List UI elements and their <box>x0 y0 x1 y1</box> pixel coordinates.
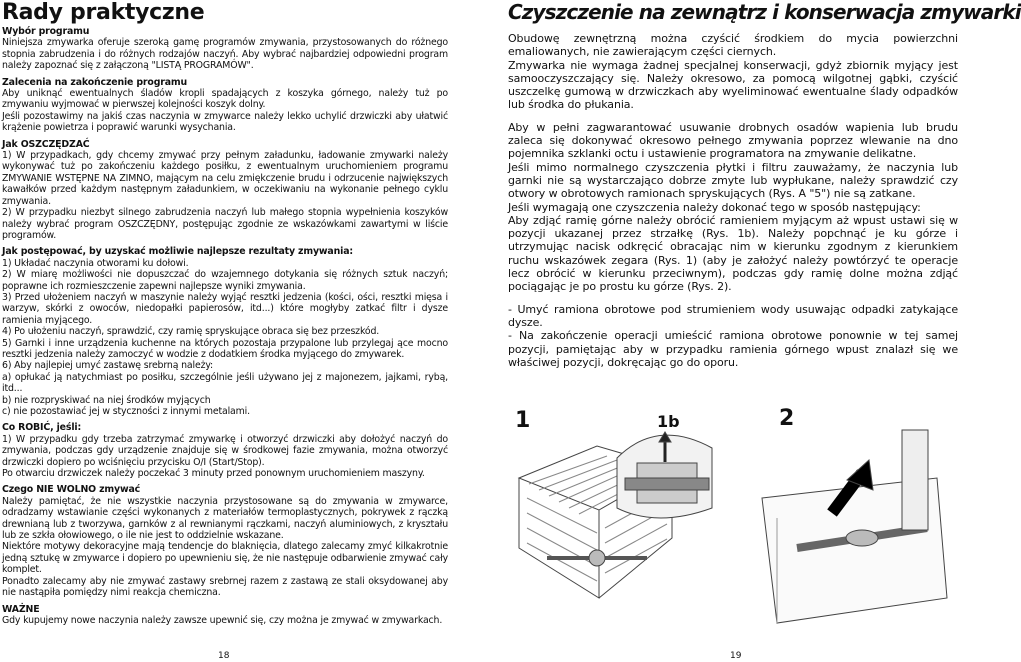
paragraph: 2) W miarę możliwości nie dopuszczać do wzajemnego dotykania się różnych sztuk naczyń; poprawne ich rozmieszczenie zapewni najlepsze wyniki zmywania. <box>2 269 448 292</box>
figure-1b-hub-detail <box>617 432 712 518</box>
section-heading: Zalecenia na zakończenie programu <box>2 76 188 88</box>
paragraph: Niektóre motywy dekoracyjne mają tendencje do blaknięcia, dlatego zalecamy zmyć kilkakrotnie jedną sztukę w zmywarce i dopiero po upewnieniu się, że nie następuje odbarwienie zmywać cały komplet. <box>2 541 448 576</box>
right-page <box>508 0 1021 369</box>
figure-panel <box>507 398 957 630</box>
paragraph: Jeśli wymagają one czyszczenia należy dokonać tego w sposób następujący: <box>508 200 921 214</box>
paragraph: - Na zakończenie operacji umieścić ramiona obrotowe ponownie w tej samej pozycji, pamiętając aby w przypadku ramienia górnego wpust znalazł się we właściwej pozycji, dokręcając go do oporu. <box>508 329 958 369</box>
paragraph: Aby uniknąć ewentualnych śladów kropli spadających z koszyka górnego, należy tuż po zmywaniu wyjmować w pierwszej kolejności koszyk dolny. <box>2 88 448 111</box>
section-heading: Jak OSZCZĘDZAĆ <box>2 138 90 150</box>
paragraph: a) opłukać ją natychmiast po posiłku, szczególnie jeśli używano jej z majonezem, jajkami, rybą, itd... <box>2 371 448 395</box>
paragraph: Należy pamiętać, że nie wszystkie naczynia przystosowane są do zmywania w zmywarce, odradzamy wstawianie części wykonanych z materiałów termoplastycznych, pokrywek z rączką drewnianą lub z tworzywa, garnków z al rewnianymi rączkami, naczyń aluminiowych, z kryształu lub ze szkła ołowiowego, o ile nie jest to oddzielnie wskazane. <box>2 495 448 542</box>
paragraph: 5) Garnki i inne urządzenia kuchenne na których pozostaja przypalone lub przylegaj ące mocno resztki jedzenia należy zamoczyć w wodzie z dodatkiem środka myjącego do zmywarek. <box>2 337 448 360</box>
section-heading: WAŻNE <box>2 603 40 615</box>
paragraph: Jeśli pozostawimy na jakiś czas naczynia w zmywarce należy lekko uchylić drzwiczki aby ułatwić krążenie powietrza i poprawić warunki wysychania. <box>2 110 448 134</box>
section-heading: Co ROBIĆ, jeśli: <box>2 422 82 434</box>
paragraph: 3) Przed ułożeniem naczyń w maszynie należy wyjąć resztki jedzenia (kości, ości, resztki mięsa i warzyw, skórki z owoców, niedopałki papierosów, itd...) które mogłyby zatkać filtr i dysze ramienia myjącego. <box>2 291 448 326</box>
left-page <box>2 0 448 626</box>
paragraph: Po otwarciu drzwiczek należy poczekać 3 minuty przed ponownym uruchomieniem maszyny. <box>2 468 425 480</box>
paragraph: - Umyć ramiona obrotowe pod strumieniem wody usuwając odpadki zatykające dysze. <box>508 302 958 329</box>
paragraph: 1) Układać naczynia otworami ku dołowi. <box>2 257 189 269</box>
paragraph: 4) Po ułożeniu naczyń, sprawdzić, czy ramię spryskujące obraca się bez przeszkód. <box>2 326 380 338</box>
section-heading: Czego NIE WOLNO zmywać <box>2 484 141 496</box>
paragraph: c) nie pozostawiać jej w styczności z innymi metalami. <box>2 406 250 417</box>
page-number-left: 18 <box>218 651 230 661</box>
spray-arm-illustration <box>507 398 957 630</box>
left-page-body <box>2 26 448 626</box>
figure-1b-label: 1b <box>657 412 680 431</box>
paragraph: Gdy kupujemy nowe naczynia należy zawsze upewnić się, czy można je zmywać w zmywarkach. <box>2 614 443 626</box>
right-page-title: Czyszczenie na zewnątrz i konserwacja zmywarki <box>508 0 1021 24</box>
paragraph: Niniejsza zmywarka oferuje szeroką gamę programów zmywania, przystosowanych do różnego stopnia zabrudzenia i do różnych rodzajów naczyń. Aby wybrać najbardziej odpowiedni program należy zapoznać się z załączoną "LISTĄ PROGRAMÓW". <box>2 37 448 72</box>
paragraph: 6) Aby najlepiej umyć zastawę srebrną należy: <box>2 360 214 372</box>
paragraph: 1) W przypadkach, gdy chcemy zmywać przy pełnym załadunku, ładowanie zmywarki należy wykonywać tuż po zakończeniu każdego posiłku, z ewentualnym uruchomieniem programu ZMYWANIE WSTĘPNE NA ZIMNO, mającym na celu zmiękczenie brudu i odrzucenie największych kawałków przed każdym następnym załadunkiem, w oczekiwaniu na wykonanie pełnego cyklu zmywania. <box>2 150 448 207</box>
paragraph: Ponadto zalecamy aby nie zmywać zastawy srebrnej razem z zastawą ze stali oksydowanej aby nie nastąpiła pomiędzy nimi reakcja chemiczna. <box>2 575 448 599</box>
figure-2-label: 2 <box>779 406 795 431</box>
paragraph: b) nie rozpryskiwać na niej środków myjących <box>2 394 211 406</box>
right-page-body <box>508 32 958 369</box>
figure-1-label: 1 <box>515 408 531 433</box>
paragraph: Zmywarka nie wymaga żadnej specjalnej konserwacji, gdyż zbiornik myjący jest samooczyszczający się. Należy okresowo, za pomocą wilgotnej gąbki, czyścić uszczelkę gumową w drzwiczkach aby wyeliminować ewentualne ślady odpadków lub środka do płukania. <box>508 58 958 112</box>
left-page-title: Rady praktyczne <box>2 0 205 25</box>
section-heading: Wybór programu <box>2 26 90 37</box>
figure-2-lower-arm <box>762 430 947 623</box>
paragraph: 2) W przypadku niezbyt silnego zabrudzenia naczyń lub małego stopnia wypełnienia koszyków należy wybrać program OSZCZĘDNY, postępując zgodnie ze wskazówkami zawartymi w liście programów. <box>2 207 448 241</box>
paragraph: Aby zdjąć ramię górne należy obrócić ramieniem myjącym aż wpust ustawi się w pozycji ukazanej przez strzałkę (Rys. 1b). Należy popchnąć je ku górze i utrzymując nacisk odkręcić obracając nim w kierunku zgodnym z kierunkiem ruchu wskazówek zegara (Rys. 1) (aby je założyć należy powtórzyć te operacje lecz obrócić w kierunku przeciwnym), podczas gdy ramię dolne można zdjąć pociągając je po prostu ku górze (Rys. 2). <box>508 213 958 294</box>
paragraph: Aby w pełni zagwarantować usuwanie drobnych osadów wapienia lub brudu zaleca się dokonywać okresowo pełnego zmywania poprzez wlewanie na dno pojemnika szklanki octu i ustawienie programatora na zmywanie delikatne. <box>508 120 958 161</box>
paragraph: 1) W przypadku gdy trzeba zatrzymać zmywarkę i otworzyć drzwiczki aby dołożyć naczyń do zmywania, podczas gdy urządzenie znajduje się w środkowej fazie zmywania, można otworzyć drzwiczki dopiero po wciśnięciu przycisku O/I (Start/Stop). <box>2 433 448 468</box>
section-heading: Jak postępować, by uzyskać możliwie najlepsze rezultaty zmywania: <box>2 246 353 258</box>
paragraph: Jeśli mimo normalnego czyszczenia płytki i filtru zauważamy, że naczynia lub garnki nie są wystarczająco dobrze zmyte lub wypłukane, należy sprawdzić czy otwory w obrotowych ramionach spryskujących (Rys. A "5") nie są zatkane. <box>508 160 958 201</box>
paragraph: Obudowę zewnętrzną można czyścić środkiem do mycia powierzchni emaliowanych, nie zawierającym części ciernych. <box>508 32 958 59</box>
page-number-right: 19 <box>730 651 742 661</box>
